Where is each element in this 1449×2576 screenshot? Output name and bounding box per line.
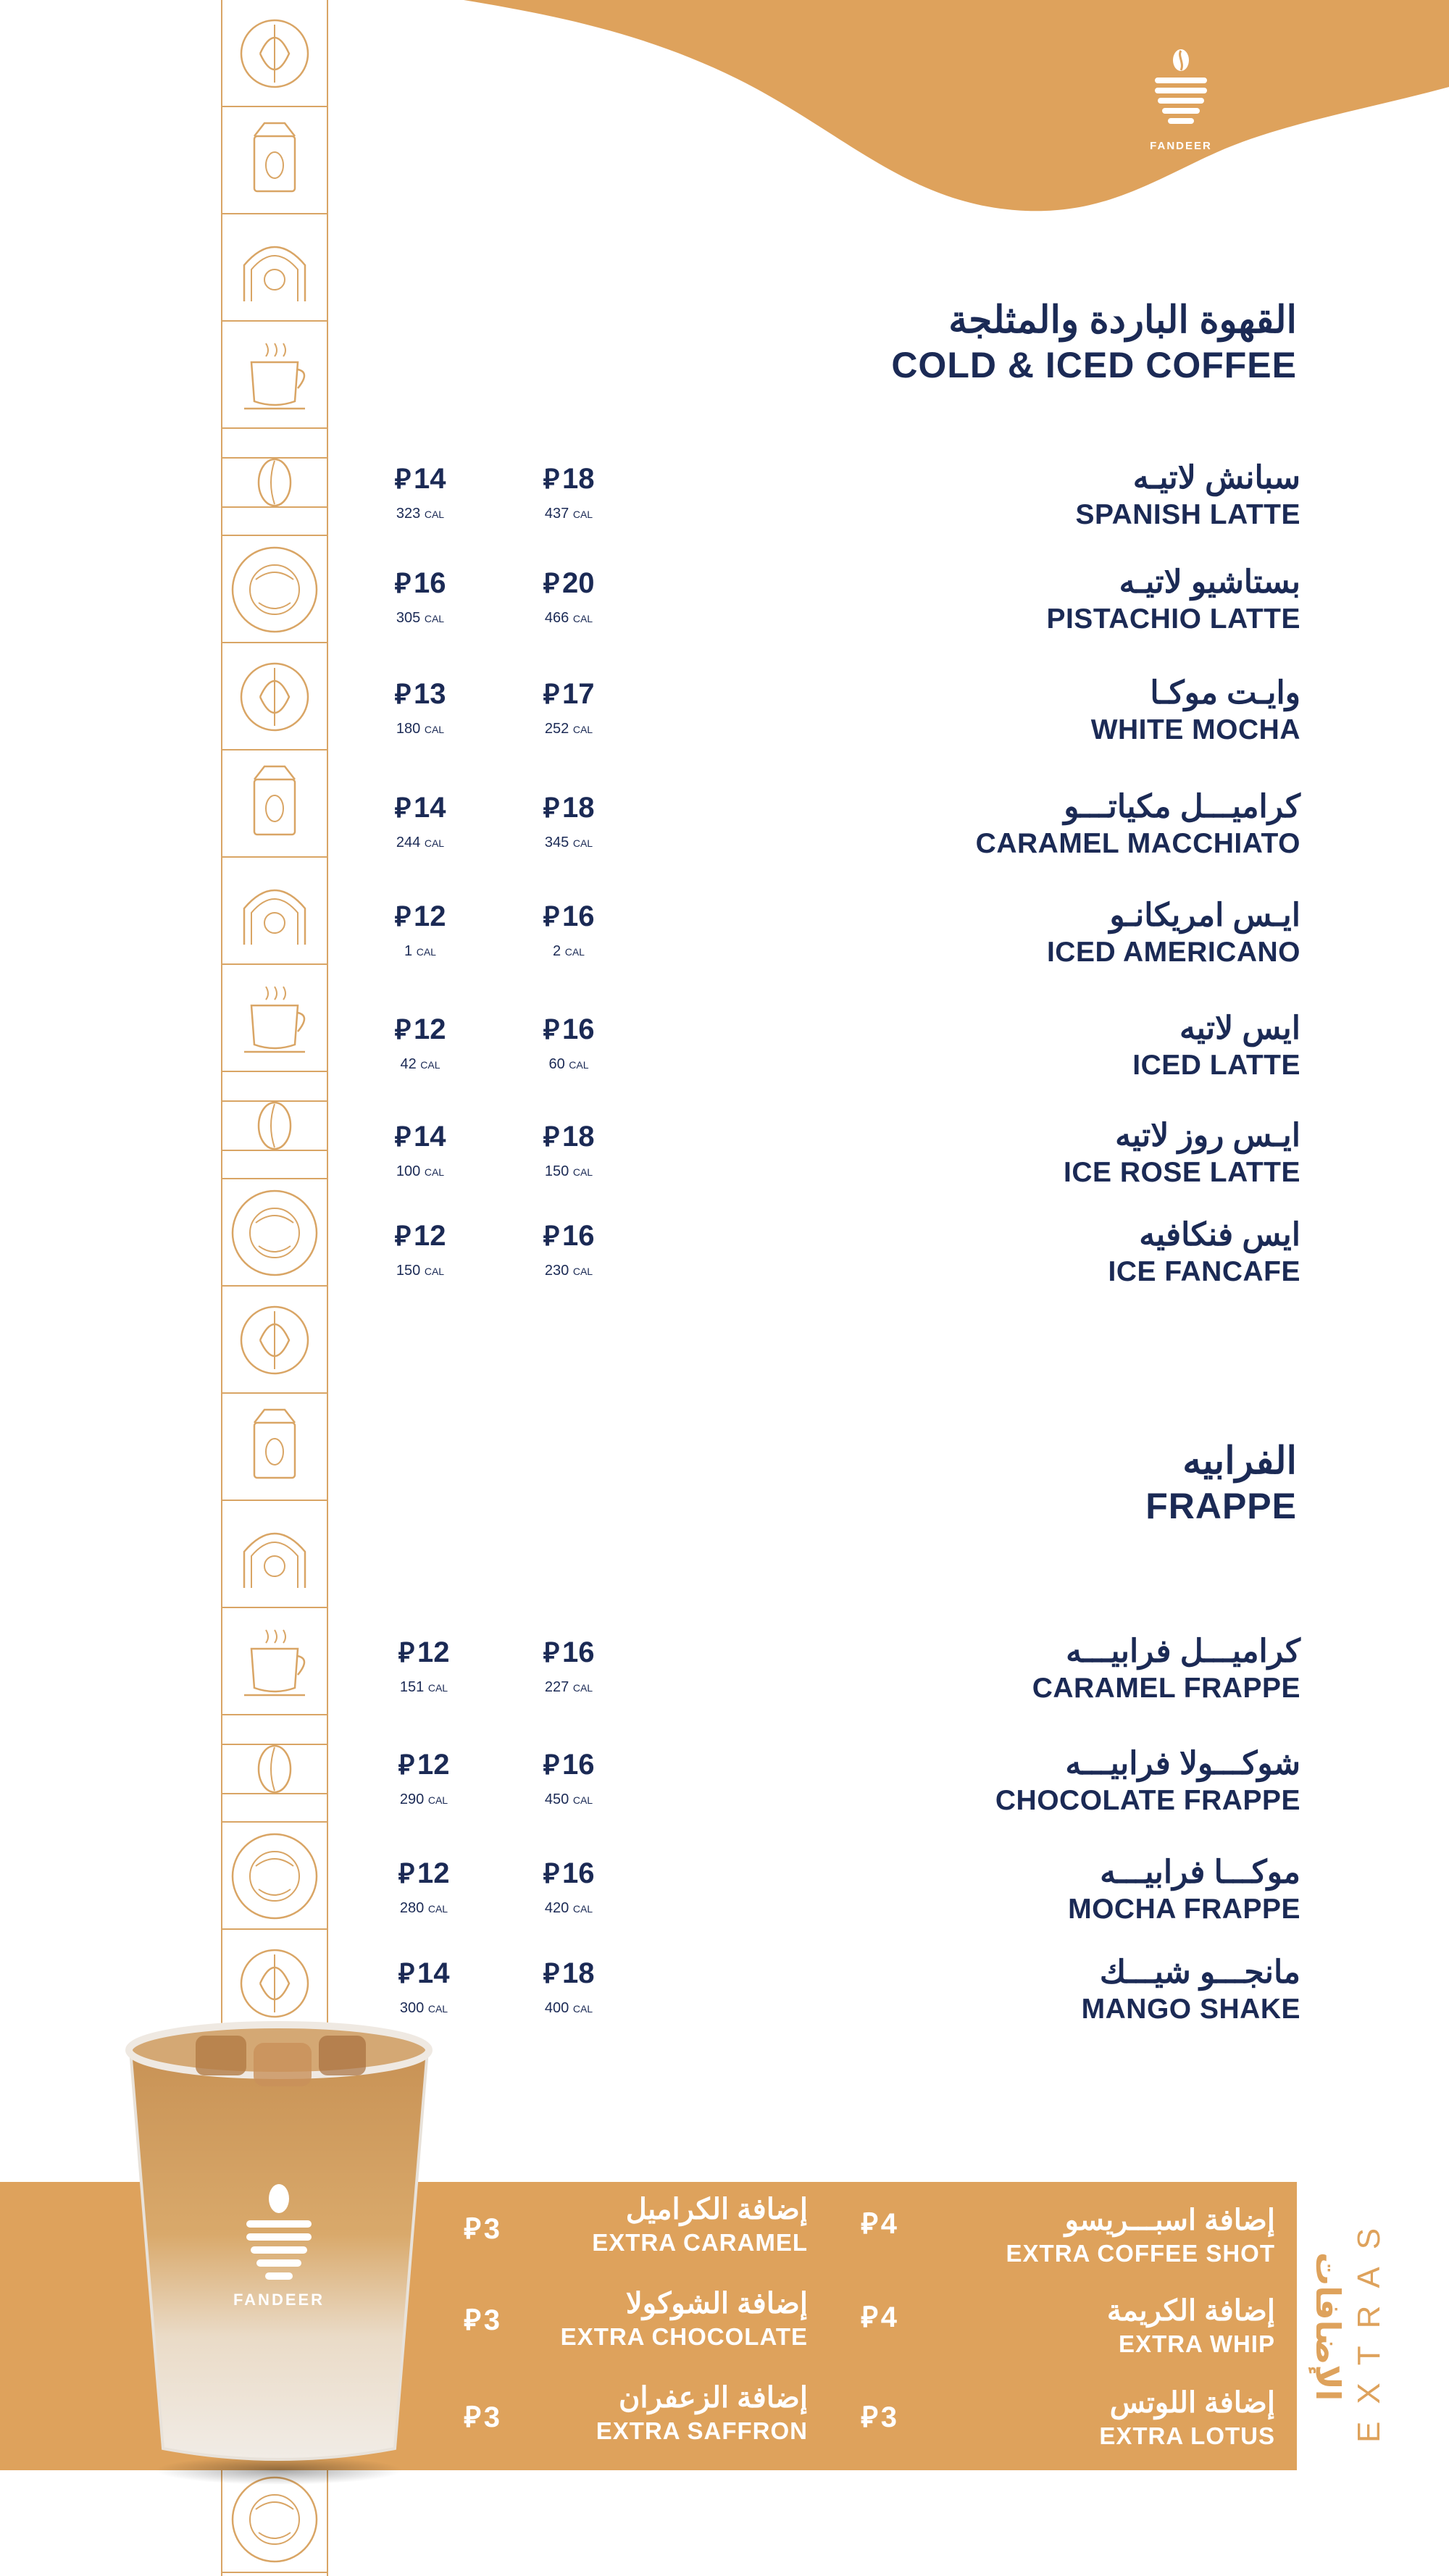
coffee-bean-icon <box>222 429 327 536</box>
calories <box>373 609 467 628</box>
menu-item <box>976 787 1300 861</box>
price-value: 12 <box>414 1013 446 1045</box>
currency-symbol: ⃁ <box>394 679 412 710</box>
currency-symbol: ⃁ <box>543 464 560 495</box>
currency-symbol: ⃁ <box>394 793 412 824</box>
price-block <box>522 1856 616 1918</box>
currency-symbol: ⃁ <box>543 1859 560 1889</box>
price-block <box>522 1635 616 1697</box>
calories-value: 151 <box>399 1679 425 1695</box>
pattern-tile <box>222 1072 327 1179</box>
price-block <box>377 1635 471 1697</box>
currency-symbol: ⃁ <box>543 1122 560 1153</box>
item-name-en: MOCHA FRAPPE <box>1068 1894 1300 1925</box>
currency-symbol: ⃁ <box>543 679 560 710</box>
price-amount-row <box>373 677 467 712</box>
calories <box>522 1678 616 1697</box>
price-value: 12 <box>414 1220 446 1252</box>
currency-symbol: ⃁ <box>464 2401 481 2433</box>
calories-value: 323 <box>396 506 421 522</box>
price-block <box>522 566 616 628</box>
price-block <box>522 1218 616 1281</box>
extra-price-value: 4 <box>880 2208 898 2240</box>
menu-item <box>1108 1216 1300 1289</box>
calories-unit: CAL <box>572 1682 593 1694</box>
brand-logo <box>1145 47 1217 152</box>
item-name-en: MANGO SHAKE <box>1081 1994 1300 2025</box>
price-amount-row <box>522 1856 616 1891</box>
takeaway-cup-icon <box>222 643 327 750</box>
menu-item <box>995 1744 1300 1818</box>
extra-item <box>1006 2202 1275 2269</box>
extra-name-en: EXTRA SAFFRON <box>596 2417 808 2444</box>
calories <box>522 609 616 628</box>
calories-value: 2 <box>553 943 561 959</box>
item-name-en: WHITE MOCHA <box>1090 714 1300 745</box>
extra-price <box>464 2301 500 2338</box>
calories-unit: CAL <box>427 1903 448 1915</box>
extra-price-value: 3 <box>880 2401 898 2433</box>
calories-unit: CAL <box>572 1166 593 1178</box>
item-name-en: ICE FANCAFE <box>1108 1256 1300 1287</box>
currency-symbol: ⃁ <box>464 2213 481 2245</box>
item-name-ar: وايـت موكـا <box>1150 675 1300 711</box>
calories-value: 1 <box>404 943 413 959</box>
extra-name-en: EXTRA CARAMEL <box>592 2229 808 2256</box>
currency-symbol: ⃁ <box>543 902 560 932</box>
extra-name-en: EXTRA COFFEE SHOT <box>1006 2240 1275 2267</box>
item-name-ar: ايـس امريكانـو <box>1109 898 1300 933</box>
price-block <box>373 677 467 739</box>
calories-value: 252 <box>544 721 569 737</box>
currency-symbol: ⃁ <box>861 2301 878 2333</box>
pattern-tile <box>222 429 327 536</box>
tulip-icon <box>222 0 327 107</box>
calories-value: 280 <box>399 1900 425 1916</box>
item-name-ar: ايـس روز لاتيه <box>1115 1118 1300 1153</box>
pattern-tile <box>222 965 327 1072</box>
price-amount-row <box>522 566 616 601</box>
pattern-tile <box>222 322 327 429</box>
item-name-en: CARAMEL MACCHIATO <box>975 828 1300 859</box>
calories-value: 227 <box>544 1679 569 1695</box>
price-amount-row <box>377 1747 471 1783</box>
extra-item <box>1099 2385 1275 2451</box>
calories <box>373 1261 467 1281</box>
price-amount-row <box>522 1012 616 1047</box>
price-amount-row <box>373 1119 467 1155</box>
kettle-icon <box>222 214 327 322</box>
extra-item <box>592 2191 808 2258</box>
coffee-beans-icon <box>222 1179 327 1287</box>
extra-price <box>861 2204 897 2242</box>
price-amount-row <box>373 1012 467 1047</box>
price-value: 14 <box>414 1121 446 1153</box>
iced-latte-cup-image <box>116 2007 442 2485</box>
price-block <box>522 1747 616 1810</box>
calories-value: 437 <box>544 506 569 522</box>
price-value: 18 <box>562 792 595 824</box>
extras-title-ar: الإضافات <box>1308 2252 1348 2401</box>
currency-symbol: ⃁ <box>543 1221 560 1252</box>
menu-item <box>1047 896 1300 970</box>
currency-symbol: ⃁ <box>398 1750 415 1781</box>
item-name-en: SPANISH LATTE <box>1075 499 1300 530</box>
section-title-en: FRAPPE <box>1145 1486 1297 1526</box>
menu-item <box>1064 1116 1300 1190</box>
calories-value: 230 <box>544 1263 569 1279</box>
calories <box>522 1162 616 1182</box>
price-block <box>377 1747 471 1810</box>
currency-symbol: ⃁ <box>543 1638 560 1668</box>
pattern-tile <box>222 1715 327 1823</box>
calories-value: 300 <box>399 2000 425 2016</box>
calories-unit: CAL <box>424 509 445 520</box>
calories <box>522 719 616 739</box>
currency-symbol: ⃁ <box>464 2304 481 2336</box>
currency-symbol: ⃁ <box>398 1959 415 1989</box>
calories <box>373 504 467 524</box>
pattern-tile <box>222 0 327 107</box>
price-value: 16 <box>414 567 446 599</box>
menu-item <box>1082 1953 1300 2027</box>
extra-name-ar: إضافة الكريمة <box>1106 2295 1275 2327</box>
price-value: 12 <box>417 1749 450 1781</box>
item-name-en: PISTACHIO LATTE <box>1046 603 1300 635</box>
calories-unit: CAL <box>572 2003 593 2015</box>
currency-symbol: ⃁ <box>394 1122 412 1153</box>
coffee-cup-icon <box>222 1608 327 1715</box>
item-name-en: CARAMEL FRAPPE <box>1032 1673 1300 1704</box>
extra-name-ar: إضافة الزعفران <box>619 2382 808 2414</box>
price-amount-row <box>522 899 616 934</box>
item-name-en: CHOCOLATE FRAPPE <box>995 1785 1300 1816</box>
menu-item <box>1068 1853 1300 1927</box>
pattern-tile <box>222 1501 327 1608</box>
calories-value: 180 <box>396 721 421 737</box>
currency-symbol: ⃁ <box>861 2401 878 2433</box>
calories <box>522 1261 616 1281</box>
calories <box>522 1899 616 1918</box>
pattern-tile <box>222 750 327 858</box>
item-name-ar: ايس فنكافيه <box>1139 1217 1300 1253</box>
price-amount-row <box>522 461 616 497</box>
calories <box>373 833 467 853</box>
pattern-tile <box>222 1394 327 1501</box>
calories-unit: CAL <box>572 837 593 849</box>
calories-value: 150 <box>544 1163 569 1179</box>
section-title-ar: الفرابيه <box>1182 1440 1297 1482</box>
calories-unit: CAL <box>424 837 445 849</box>
calories-unit: CAL <box>569 1059 589 1071</box>
item-name-en: ICE ROSE LATTE <box>1064 1157 1300 1188</box>
price-value: 16 <box>562 1749 595 1781</box>
currency-symbol: ⃁ <box>398 1638 415 1668</box>
pattern-tile <box>222 858 327 965</box>
calories-unit: CAL <box>572 1266 593 1277</box>
calories-value: 450 <box>544 1791 569 1807</box>
calories-value: 42 <box>400 1056 417 1072</box>
price-block <box>373 899 467 961</box>
price-value: 14 <box>417 1957 450 1989</box>
extra-price-value: 3 <box>483 2304 501 2336</box>
extra-name-en: EXTRA LOTUS <box>1099 2422 1275 2449</box>
calories-value: 60 <box>548 1056 565 1072</box>
extra-price <box>464 2398 500 2435</box>
calories-unit: CAL <box>424 1166 445 1178</box>
calories <box>373 719 467 739</box>
currency-symbol: ⃁ <box>394 1015 412 1045</box>
price-value: 18 <box>562 1121 595 1153</box>
grinder-icon <box>222 1394 327 1501</box>
extra-price <box>861 2298 897 2335</box>
price-block <box>373 461 467 524</box>
price-block <box>522 1012 616 1074</box>
calories-value: 466 <box>544 610 569 626</box>
extra-price <box>861 2398 897 2435</box>
calories-value: 305 <box>396 610 421 626</box>
price-amount-row <box>522 1956 616 1991</box>
calories <box>377 1899 471 1918</box>
price-value: 16 <box>562 1220 595 1252</box>
pattern-tile <box>222 1608 327 1715</box>
section-title-frappe <box>1145 1438 1297 1528</box>
currency-symbol: ⃁ <box>394 464 412 495</box>
price-block <box>373 1218 467 1281</box>
price-value: 18 <box>562 1957 595 1989</box>
price-block <box>377 1856 471 1918</box>
calories <box>522 504 616 524</box>
calories <box>522 942 616 961</box>
pattern-tile <box>222 214 327 322</box>
calories-unit: CAL <box>424 613 445 624</box>
menu-item <box>1032 1632 1300 1706</box>
currency-symbol: ⃁ <box>543 1750 560 1781</box>
price-amount-row <box>373 1218 467 1254</box>
currency-symbol: ⃁ <box>543 793 560 824</box>
extra-name-en: EXTRA WHIP <box>1119 2330 1275 2357</box>
price-block <box>522 677 616 739</box>
extras-title-en: EXTRAS <box>1351 2210 1387 2443</box>
calories-value: 290 <box>399 1791 425 1807</box>
section-title-ar: القهوة الباردة والمثلجة <box>948 299 1297 341</box>
iced-drink-icon <box>222 1715 327 1823</box>
calories-unit: CAL <box>564 946 585 958</box>
currency-symbol: ⃁ <box>398 1859 415 1889</box>
currency-symbol: ⃁ <box>861 2208 878 2240</box>
calories-unit: CAL <box>572 724 593 735</box>
price-value: 13 <box>414 678 446 710</box>
price-block <box>522 790 616 853</box>
item-name-ar: موكـــا فرابيـــه <box>1100 1854 1300 1890</box>
price-amount-row <box>377 1956 471 1991</box>
coffee-bean-icon <box>222 965 327 1072</box>
stacked-cups-icon <box>222 858 327 965</box>
calories-value: 244 <box>396 835 421 850</box>
price-block <box>373 790 467 853</box>
currency-symbol: ⃁ <box>543 569 560 599</box>
price-amount-row <box>522 1747 616 1783</box>
price-amount-row <box>373 790 467 826</box>
item-name-en: ICED AMERICANO <box>1046 937 1300 968</box>
pattern-tile <box>222 1287 327 1394</box>
currency-symbol: ⃁ <box>394 902 412 932</box>
milk-carton-icon <box>222 107 327 214</box>
pattern-tile <box>222 1823 327 1930</box>
calories-value: 150 <box>396 1263 421 1279</box>
price-value: 18 <box>562 463 595 495</box>
menu-item <box>1075 459 1300 532</box>
moka-pot-icon <box>222 1072 327 1179</box>
price-value: 17 <box>562 678 595 710</box>
price-amount-row <box>522 677 616 712</box>
currency-symbol: ⃁ <box>543 1015 560 1045</box>
section-title-cold-coffee <box>891 297 1297 387</box>
currency-symbol: ⃁ <box>394 1221 412 1252</box>
calories <box>522 1055 616 1074</box>
price-value: 12 <box>414 900 446 932</box>
item-name-en: ICED LATTE <box>1132 1050 1300 1081</box>
calories-unit: CAL <box>572 1903 593 1915</box>
price-amount-row <box>373 899 467 934</box>
section-title-en: COLD & ICED COFFEE <box>891 345 1297 385</box>
menu-item <box>1046 563 1300 637</box>
extra-price-value: 4 <box>880 2301 898 2333</box>
coffee-cup-icon <box>222 536 327 643</box>
price-amount-row <box>373 461 467 497</box>
calories-value: 400 <box>544 2000 569 2016</box>
price-value: 12 <box>417 1857 450 1889</box>
price-amount-row <box>522 1119 616 1155</box>
coffee-press-icon <box>222 1823 327 1930</box>
item-name-ar: مانجـــو شيـــك <box>1099 1954 1300 1990</box>
price-value: 12 <box>417 1636 450 1668</box>
price-amount-row <box>373 566 467 601</box>
calories <box>377 1678 471 1697</box>
pattern-tile <box>222 107 327 214</box>
calories-value: 100 <box>396 1163 421 1179</box>
calories <box>377 1790 471 1810</box>
menu-item <box>1091 674 1300 748</box>
espresso-machine-icon <box>222 1501 327 1608</box>
price-block <box>522 899 616 961</box>
price-value: 14 <box>414 463 446 495</box>
calories-unit: CAL <box>427 2003 448 2015</box>
price-block <box>522 461 616 524</box>
currency-symbol: ⃁ <box>543 1959 560 1989</box>
price-block <box>373 1119 467 1182</box>
price-block <box>373 1012 467 1074</box>
price-value: 16 <box>562 1857 595 1889</box>
calories <box>522 1999 616 2018</box>
extra-name-ar: إضافة اللوتس <box>1109 2387 1275 2419</box>
price-block <box>522 1956 616 2018</box>
cup-brand-name: FANDEER <box>233 2291 325 2309</box>
extra-name-ar: إضافة الكراميل <box>625 2194 808 2225</box>
pattern-tile <box>222 643 327 750</box>
item-name-ar: ايس لاتيه <box>1179 1011 1300 1046</box>
calories-unit: CAL <box>420 1059 440 1071</box>
price-value: 16 <box>562 900 595 932</box>
calories-unit: CAL <box>427 1794 448 1806</box>
price-value: 16 <box>562 1013 595 1045</box>
calories-unit: CAL <box>424 724 445 735</box>
dripper-icon <box>222 322 327 429</box>
coffee-plant-icon <box>222 750 327 858</box>
calories-value: 345 <box>544 835 569 850</box>
calories-unit: CAL <box>572 1794 593 1806</box>
pattern-tile <box>222 1179 327 1287</box>
price-amount-row <box>522 1218 616 1254</box>
menu-item <box>1132 1009 1300 1083</box>
price-value: 16 <box>562 1636 595 1668</box>
header-wave <box>464 0 1449 217</box>
milk-jug-icon <box>222 1287 327 1394</box>
calories <box>373 942 467 961</box>
calories <box>373 1162 467 1182</box>
extra-name-ar: إضافة الشوكولا <box>625 2288 808 2320</box>
extra-item <box>561 2286 808 2352</box>
price-amount-row <box>377 1635 471 1670</box>
price-value: 20 <box>562 567 595 599</box>
calories-unit: CAL <box>572 613 593 624</box>
extra-item <box>1107 2293 1275 2359</box>
item-name-ar: كراميـــل مكياتـــو <box>1064 789 1300 824</box>
calories-unit: CAL <box>416 946 436 958</box>
calories-unit: CAL <box>572 509 593 520</box>
currency-symbol: ⃁ <box>394 569 412 599</box>
calories-unit: CAL <box>427 1682 448 1694</box>
item-name-ar: كراميـــل فرابيـــه <box>1066 1634 1300 1669</box>
calories-value: 420 <box>544 1900 569 1916</box>
calories <box>522 1790 616 1810</box>
item-name-ar: بستاشيو لاتيـه <box>1119 564 1300 600</box>
price-amount-row <box>377 1856 471 1891</box>
calories <box>373 1055 467 1074</box>
price-block <box>373 566 467 628</box>
item-name-ar: سبانش لاتيـه <box>1132 460 1300 495</box>
extra-price <box>464 2209 500 2247</box>
extra-name-ar: إضافة اسبـــريسو <box>1064 2204 1275 2236</box>
price-amount-row <box>522 1635 616 1670</box>
item-name-ar: شوكـــولا فرابيـــه <box>1065 1746 1300 1781</box>
extra-item <box>596 2380 808 2446</box>
price-amount-row <box>522 790 616 826</box>
price-block <box>522 1119 616 1182</box>
pattern-tile <box>222 536 327 643</box>
calories-unit: CAL <box>424 1266 445 1277</box>
coffee-bean-icon <box>1145 47 1217 134</box>
price-value: 14 <box>414 792 446 824</box>
brand-name: FANDEER <box>1150 140 1212 152</box>
extra-name-en: EXTRA CHOCOLATE <box>560 2323 808 2350</box>
extra-price-value: 3 <box>483 2401 501 2433</box>
calories <box>522 833 616 853</box>
extra-price-value: 3 <box>483 2213 501 2245</box>
